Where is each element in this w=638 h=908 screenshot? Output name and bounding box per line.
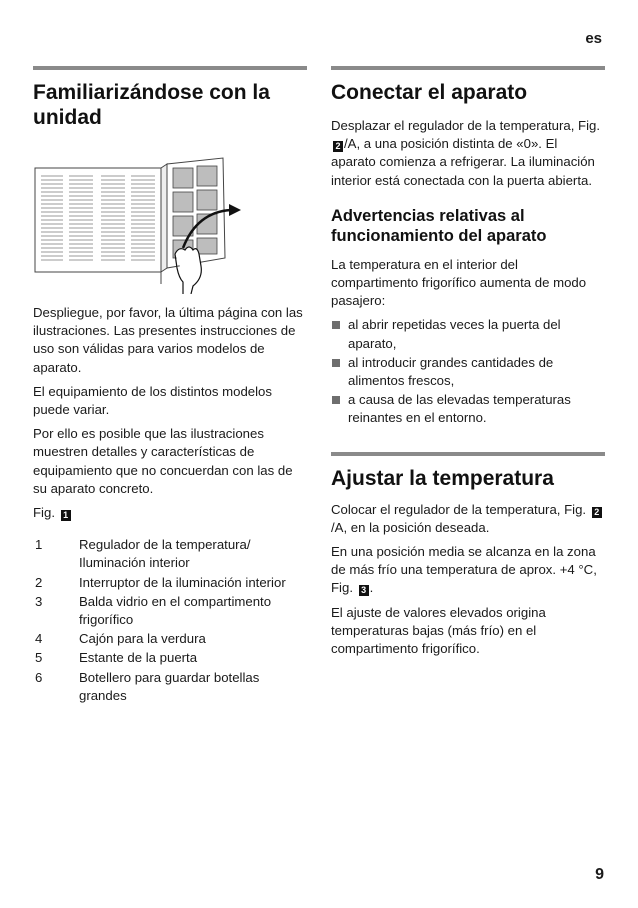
paragraph-connect [331, 117, 605, 190]
figure-number-badge: 1 [61, 510, 71, 521]
legend-item [33, 669, 307, 706]
figure-reference [33, 504, 307, 522]
language-tag: es [585, 30, 602, 47]
bullet-square-icon [332, 359, 340, 367]
text-run: Colocar el regulador de la temperatura, Fig. [331, 501, 590, 517]
figure-number-badge: 2 [592, 507, 602, 518]
legend-item [33, 536, 307, 573]
legend-number: 4 [35, 631, 43, 647]
paragraph-adjust-2 [331, 543, 605, 598]
legend-number: 2 [35, 574, 43, 590]
legend-number: 1 [35, 537, 43, 553]
text-run: /A, en la posición deseada. [331, 519, 490, 535]
list-item [331, 354, 605, 390]
text-run: . [369, 580, 374, 596]
text-run: /A, a una posición distinta de «0». El aparato comienza a refrigerar. La iluminación interior está conectada con la puerta abierta. [331, 136, 595, 188]
legend-item [33, 630, 307, 649]
paragraph-warnings-intro: La temperatura en el interior del compartimento frigorífico aumenta de modo pasajero: [331, 256, 587, 309]
legend-item [33, 649, 307, 668]
text-run: Desplazar el regulador de la temperatura, Fig. [331, 118, 601, 133]
bullet-square-icon [332, 396, 340, 404]
section-title-connect: Conectar el aparato [331, 81, 528, 104]
legend-text: Botellero para guardar botellas grandes [79, 669, 260, 703]
section-rule [331, 66, 605, 70]
legend-text: Interruptor de la iluminación interior [79, 574, 286, 590]
subsection-title-warnings: Advertencias relativas al funcionamiento del aparato [331, 206, 547, 245]
text-run: En una posición media se alcanza en la zona de más frío una temperatura de aprox. +4 °C, Fig. [331, 544, 597, 596]
figure-number-badge: 2 [333, 141, 343, 152]
legend-number: 3 [35, 593, 43, 609]
legend-text: Estante de la puerta [79, 650, 198, 666]
figure-number-badge: 3 [359, 585, 369, 596]
section-rule [331, 452, 605, 456]
legend-text: Balda vidrio en el compartimento frigorífico [79, 593, 272, 628]
list-item-text: al abrir repetidas veces la puerta del aparato, [348, 317, 561, 351]
warnings-list [331, 316, 605, 427]
section-title-familiarize: Familiarizándose con la unidad [33, 81, 270, 129]
legend-item [33, 593, 307, 630]
list-item-text: al introducir grandes cantidades de alimentos frescos, [348, 354, 554, 389]
paragraph-foldout: Despliegue, por favor, la última página con las ilustraciones. Las presentes instrucciones de uso son válidas para varios modelos de aparato. [33, 305, 303, 375]
legend-text: Cajón para la verdura [79, 631, 206, 647]
legend-number: 6 [35, 669, 43, 685]
paragraph-illustrations: Por ello es posible que las ilustraciones muestren detalles y características de equipamiento que no concuerdan con las de su aparato concreto. [33, 426, 293, 496]
fig-label: Fig. [33, 505, 55, 521]
legend-text: Regulador de la temperatura/ Iluminación interior [79, 537, 251, 571]
list-item-text: a causa de las elevadas temperaturas reinantes en el entorno. [348, 392, 571, 426]
legend-item [33, 574, 307, 593]
right-column [331, 66, 605, 664]
figure-legend [33, 536, 307, 706]
paragraph-adjust-3: El ajuste de valores elevados origina temperaturas bajas (más frío) en el compartimento frigorífico. [331, 604, 546, 657]
list-item [331, 391, 605, 427]
paragraph-equipment: El equipamiento de los distintos modelos puede variar. [33, 383, 272, 418]
legend-number: 5 [35, 650, 43, 666]
paragraph-adjust-1 [331, 501, 605, 537]
list-item [331, 316, 605, 352]
page-number: 9 [595, 866, 604, 883]
manual-foldout-illustration [33, 154, 307, 294]
section-rule [33, 66, 307, 70]
bullet-square-icon [332, 321, 340, 329]
section-title-adjust: Ajustar la temperatura [331, 466, 554, 490]
left-column [33, 66, 307, 706]
